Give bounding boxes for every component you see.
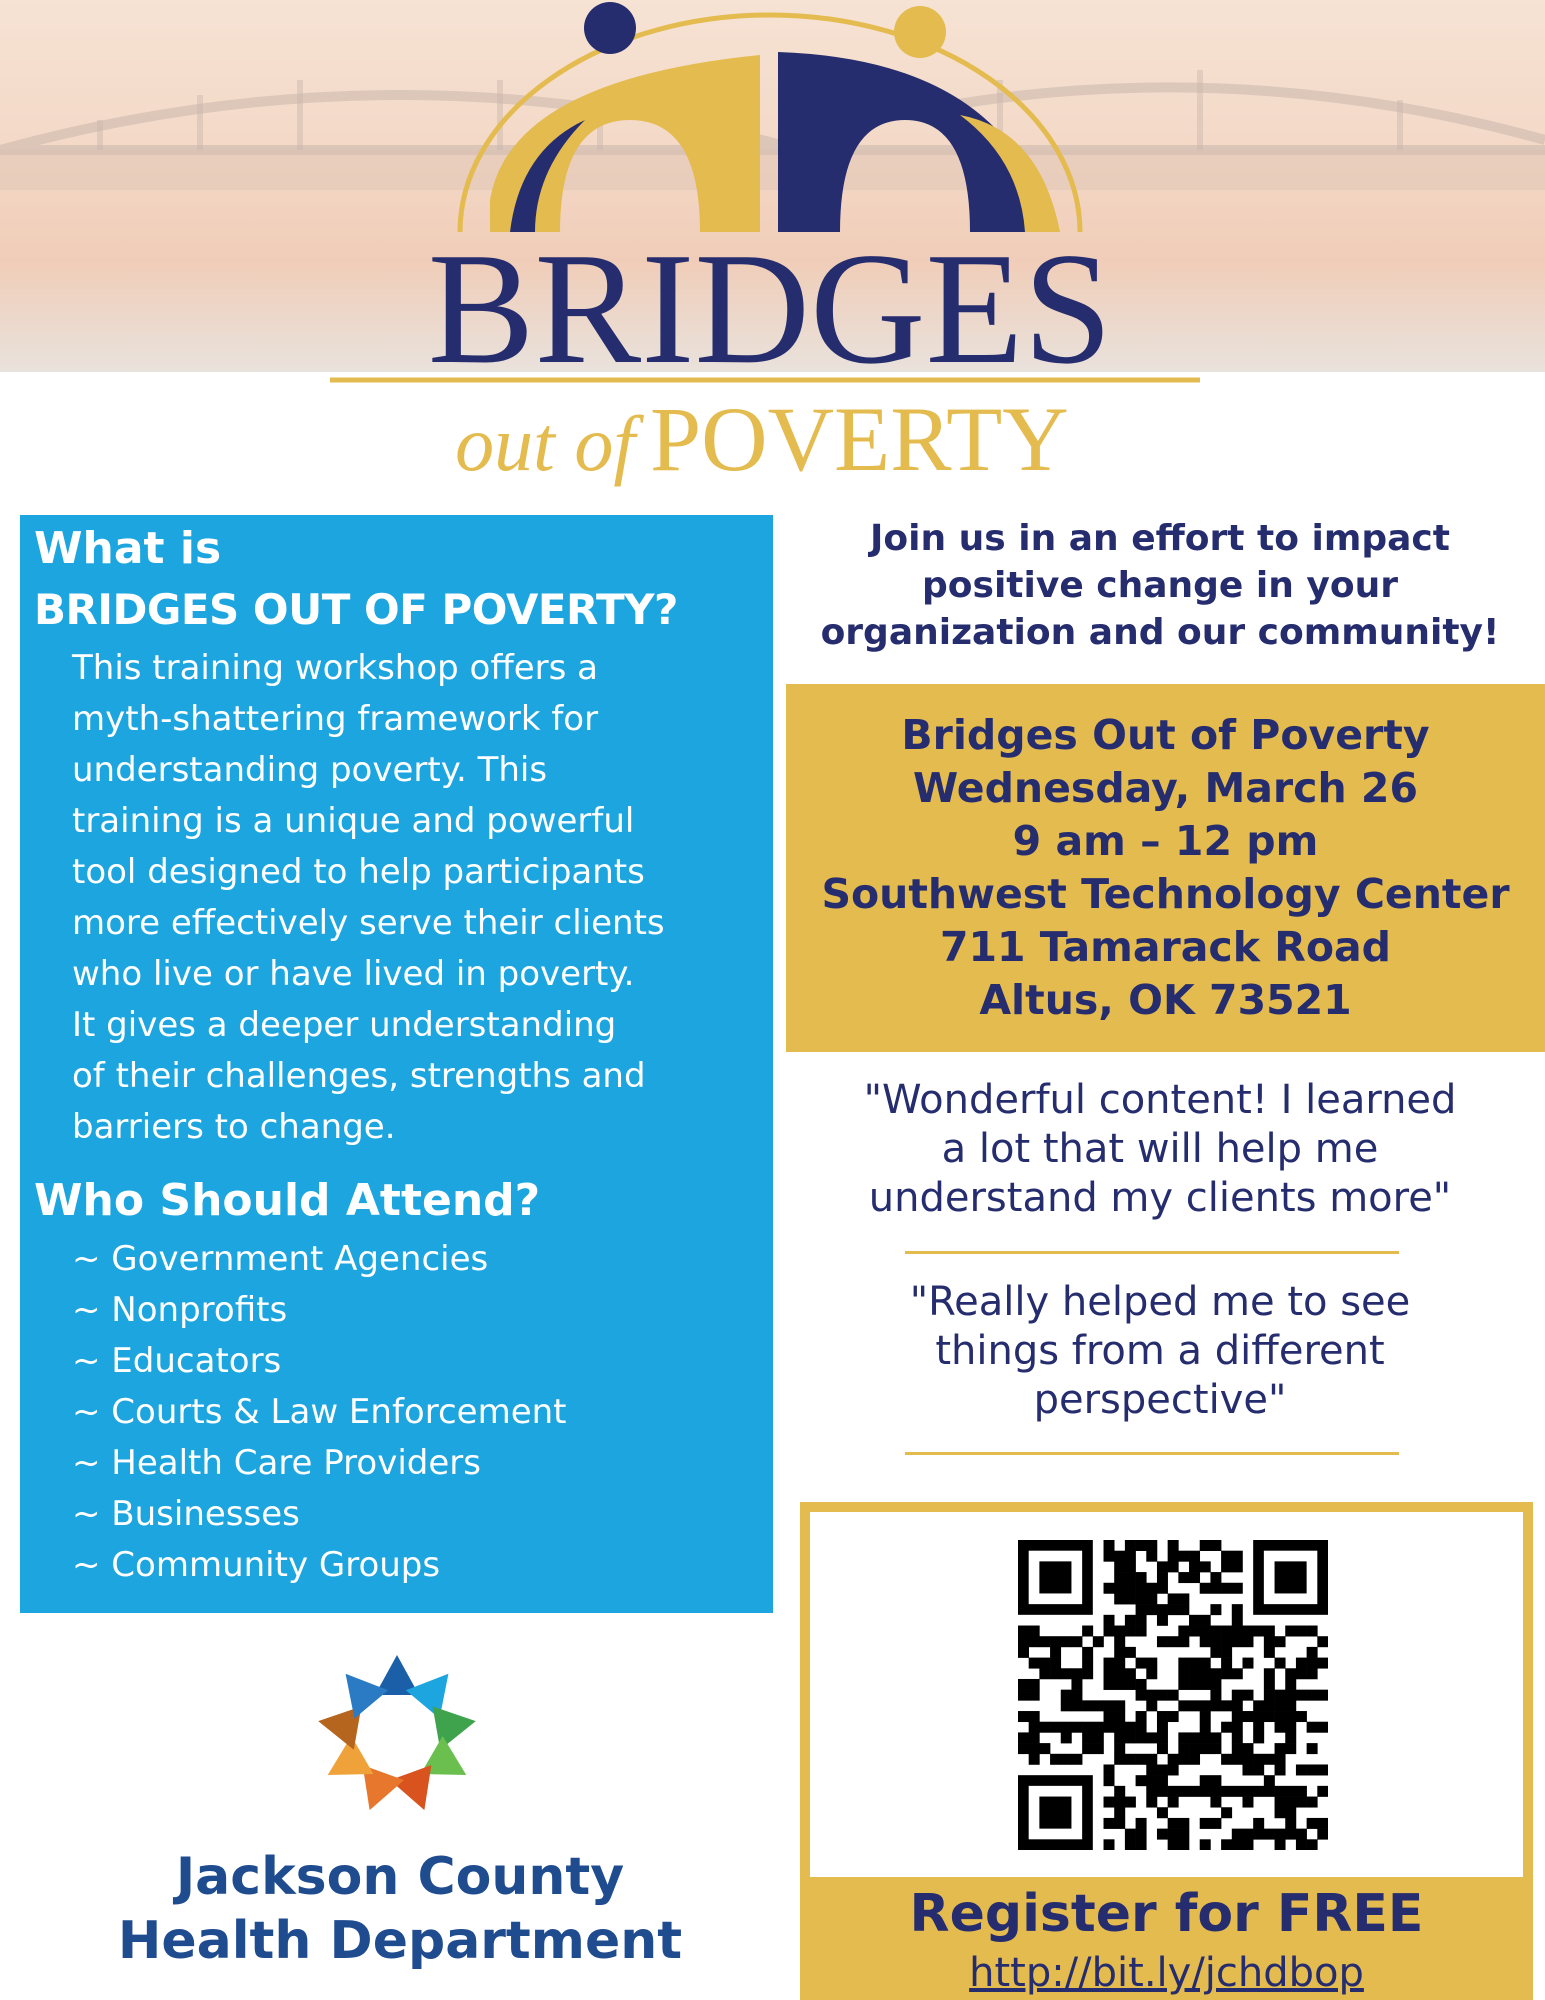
event-date: Wednesday, March 26 xyxy=(913,764,1418,812)
event-time: 9 am – 12 pm xyxy=(1012,817,1319,865)
bridges-logo-graphic xyxy=(320,0,1220,500)
program-name-heading: BRIDGES OUT OF POVERTY? xyxy=(34,585,678,634)
department-line-2: Health Department xyxy=(117,1911,683,1971)
list-item: ~ Health Care Providers xyxy=(72,1443,481,1483)
who-should-attend-heading: Who Should Attend? xyxy=(34,1175,541,1226)
description-line: It gives a deeper understanding xyxy=(72,1005,617,1045)
list-item: ~ Educators xyxy=(72,1341,282,1381)
testimonial-line: understand my clients more" xyxy=(868,1175,1452,1221)
testimonial-2 xyxy=(790,1278,1530,1425)
testimonial-line: a lot that will help me xyxy=(941,1126,1379,1172)
description-line: barriers to change. xyxy=(72,1107,396,1147)
description-text xyxy=(72,643,762,1153)
description-line: of their challenges, strengths and xyxy=(72,1056,646,1096)
description-line: who live or have lived in poverty. xyxy=(72,954,635,994)
description-line: training is a unique and powerful xyxy=(72,801,635,841)
register-heading: Register for FREE xyxy=(909,1884,1424,1944)
health-department-logo xyxy=(312,1650,482,1824)
testimonial-line: things from a different xyxy=(935,1328,1385,1374)
department-name xyxy=(60,1845,740,1973)
description-line: understanding poverty. This xyxy=(72,750,548,790)
join-line: positive change in your xyxy=(922,565,1398,606)
event-city: Altus, OK 73521 xyxy=(979,976,1352,1024)
testimonial-line: perspective" xyxy=(1033,1377,1287,1423)
logo-word-out-of: out of xyxy=(455,400,635,487)
qr-frame xyxy=(810,1512,1523,1877)
description-line: This training workshop offers a xyxy=(72,648,599,688)
event-title: Bridges Out of Poverty xyxy=(901,711,1430,759)
register-link[interactable]: http://bit.ly/jchdbop xyxy=(969,1950,1364,1996)
divider xyxy=(905,1452,1399,1455)
event-venue: Southwest Technology Center xyxy=(821,870,1510,918)
department-line-1: Jackson County xyxy=(175,1847,625,1907)
qr-code-icon[interactable] xyxy=(1018,1540,1328,1850)
logo-word-bridges: BRIDGES xyxy=(427,219,1113,397)
join-line: Join us in an effort to impact xyxy=(870,518,1450,559)
join-us-text xyxy=(790,515,1530,656)
list-item: ~ Courts & Law Enforcement xyxy=(72,1392,567,1432)
what-is-panel xyxy=(20,515,773,1613)
event-street: 711 Tamarack Road xyxy=(939,923,1392,971)
logo-word-poverty: POVERTY xyxy=(650,388,1069,490)
event-details xyxy=(786,684,1545,1052)
registration-panel xyxy=(800,1502,1533,2000)
list-item: ~ Government Agencies xyxy=(72,1239,489,1279)
divider xyxy=(905,1251,1399,1254)
description-line: tool designed to help participants xyxy=(72,852,645,892)
description-line: myth-shattering framework for xyxy=(72,699,599,739)
description-line: more effectively serve their clients xyxy=(72,903,665,943)
list-item: ~ Community Groups xyxy=(72,1545,441,1585)
what-is-heading: What is xyxy=(34,523,222,574)
testimonial-line: "Wonderful content! I learned xyxy=(863,1077,1457,1123)
testimonial-1 xyxy=(790,1076,1530,1223)
bridges-logo xyxy=(320,0,1220,504)
join-line: organization and our community! xyxy=(820,612,1500,653)
list-item: ~ Nonprofits xyxy=(72,1290,288,1330)
attendee-list xyxy=(72,1234,567,1591)
star-emblem-icon xyxy=(312,1650,482,1820)
list-item: ~ Businesses xyxy=(72,1494,300,1534)
testimonial-line: "Really helped me to see xyxy=(909,1279,1411,1325)
